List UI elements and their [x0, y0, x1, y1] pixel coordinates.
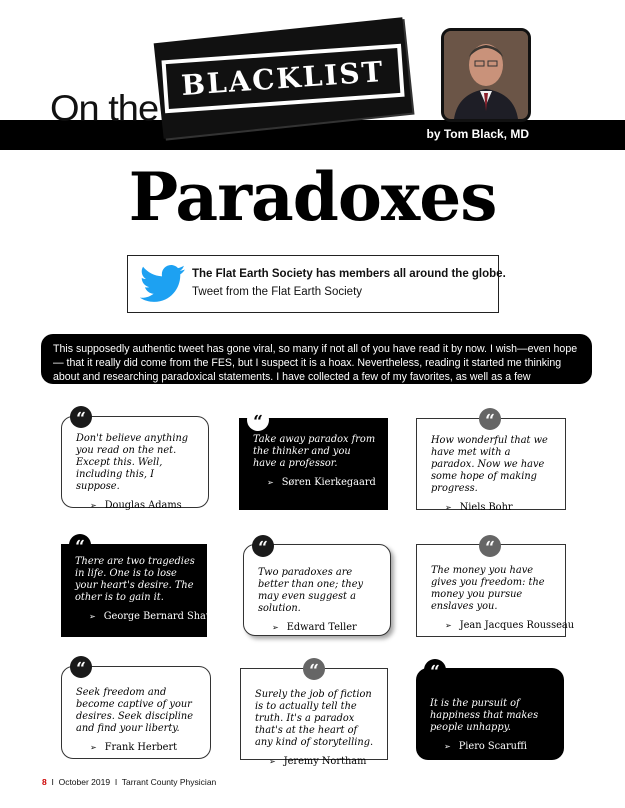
- quote-card: [240, 661, 388, 767]
- page-title: Paradoxes: [128, 158, 497, 236]
- quote-mark-icon: “: [69, 534, 91, 556]
- issue-date: October 2019: [58, 777, 111, 787]
- blacklist-logo-text: BLACKLIST: [162, 43, 405, 113]
- page-number: 8: [42, 777, 47, 787]
- quote-text: Two paradoxes are better than one; they may even suggest a solution.: [258, 567, 364, 614]
- quote-card: [243, 538, 391, 636]
- footer-separator: I: [114, 777, 118, 787]
- author-photo: [441, 28, 531, 122]
- quote-text: The money you have gives you freedom: the money you pursue enslaves you.: [431, 565, 545, 612]
- intro-paragraph: This supposedly authentic tweet has gone viral, so many if not all of you have read it by now. I wish—even hope— that it really did come from the FES, but I suspect it is a hoax. Nevertheless, reading it started me thinking about and researching paradoxical statements. I have collected a few of my favorites, as well as a few statements about paradoxes.: [41, 334, 592, 384]
- quote-author: ➢ Søren Kierkegaard: [267, 477, 376, 488]
- quote-card: [416, 662, 564, 760]
- tweet-text: The Flat Earth Society has members all around the globe.: [192, 268, 506, 280]
- quote-author: ➢ Piero Scaruffi: [444, 741, 528, 752]
- quote-mark-icon: “: [70, 656, 92, 678]
- quote-card: [61, 537, 215, 637]
- quote-card: [61, 409, 209, 511]
- arrow-icon: ➢: [445, 621, 452, 630]
- quote-author: ➢ George Bernard Shaw: [89, 611, 215, 622]
- arrow-icon: ➢: [90, 501, 97, 510]
- arrow-icon: ➢: [269, 757, 276, 766]
- quote-mark-icon: “: [252, 535, 274, 557]
- quote-mark-icon: “: [247, 409, 269, 431]
- tweet-source: Tweet from the Flat Earth Society: [192, 286, 363, 298]
- quote-card: [239, 412, 388, 510]
- tweet-box: [127, 255, 506, 313]
- quote-mark-icon: “: [303, 658, 325, 680]
- quote-card: [416, 538, 575, 637]
- page-footer: [42, 777, 216, 787]
- arrow-icon: ➢: [272, 623, 279, 632]
- arrow-icon: ➢: [444, 742, 451, 751]
- quote-mark-icon: “: [424, 659, 446, 681]
- arrow-icon: ➢: [445, 503, 452, 512]
- quote-text: Don't believe anything you read on the net. Except this. Well, including this, I suppose.: [76, 433, 189, 492]
- quote-mark-icon: “: [70, 406, 92, 428]
- quote-text: How wonderful that we have met with a paradox. Now we have some hope of making progress.: [431, 435, 548, 494]
- quote-author: ➢ Jeremy Northam: [269, 756, 367, 767]
- publication-name: Tarrant County Physician: [121, 777, 217, 787]
- arrow-icon: ➢: [89, 612, 96, 621]
- footer-separator: I: [51, 777, 54, 787]
- quote-card: [61, 659, 211, 759]
- quote-text: It is the pursuit of happiness that makes people unhappy.: [430, 698, 539, 733]
- quote-text: There are two tragedies in life. One is to lose your heart's desire. The other is to gain it.: [75, 556, 195, 603]
- quote-author: ➢ Niels Bohr: [445, 502, 513, 513]
- quote-text: Take away paradox from the thinker and you have a professor.: [253, 434, 376, 469]
- arrow-icon: ➢: [267, 478, 274, 487]
- quote-author: ➢ Frank Herbert: [90, 742, 178, 753]
- arrow-icon: ➢: [90, 743, 97, 752]
- quote-card: [416, 411, 566, 513]
- quote-author: ➢ Jean Jacques Rousseau: [445, 620, 575, 631]
- quote-author: ➢ Douglas Adams: [90, 500, 182, 511]
- quote-author: ➢ Edward Teller: [272, 622, 357, 633]
- quote-mark-icon: “: [479, 408, 501, 430]
- column-prefix: On the: [50, 89, 159, 129]
- byline: by Tom Black, MD: [426, 127, 529, 141]
- twitter-bird-icon: [140, 264, 186, 304]
- quote-text: Seek freedom and become captive of your desires. Seek discipline and find your liberty.: [76, 687, 194, 734]
- quote-mark-icon: “: [479, 535, 501, 557]
- quote-text: Surely the job of fiction is to actually tell the truth. It's a paradox that's at the heart of any kind of storytelling.: [255, 689, 374, 748]
